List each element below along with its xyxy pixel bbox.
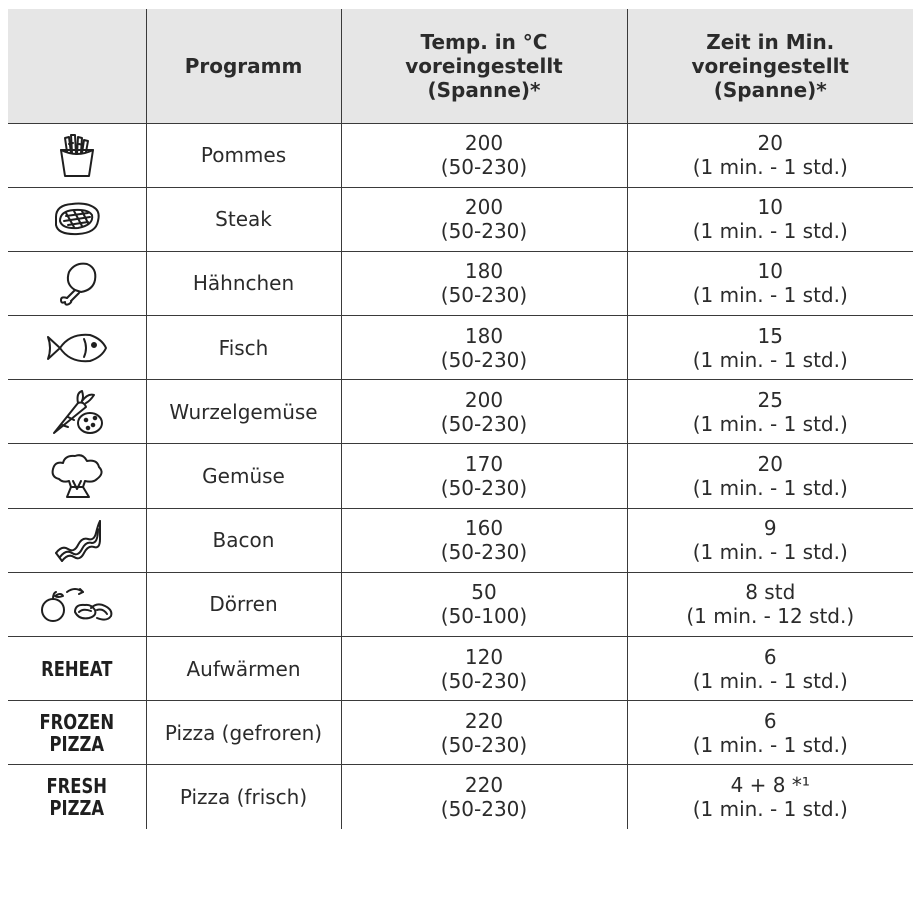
table-row — [8, 701, 913, 765]
program-cell: Bacon — [146, 508, 341, 572]
temperature-cell: 160 (50-230) — [341, 508, 627, 572]
program-cell: Wurzelgemüse — [146, 380, 341, 444]
temperature-cell: 200 (50-230) — [341, 380, 627, 444]
dehydrate-icon — [39, 584, 115, 624]
program-cell: Pommes — [146, 123, 341, 187]
temperature-cell: 120 (50-230) — [341, 637, 627, 701]
program-cell: Dörren — [146, 572, 341, 636]
program-cell: Gemüse — [146, 444, 341, 508]
temperature-cell: 220 (50-230) — [341, 701, 627, 765]
time-cell: 20 (1 min. - 1 std.) — [627, 123, 913, 187]
table-row — [8, 765, 913, 829]
bacon-icon — [52, 515, 102, 565]
program-cell: Pizza (gefroren) — [146, 701, 341, 765]
temperature-cell: 200 (50-230) — [341, 123, 627, 187]
time-cell: 9 (1 min. - 1 std.) — [627, 508, 913, 572]
table-row — [8, 187, 913, 251]
temperature-cell: 180 (50-230) — [341, 251, 627, 315]
temperature-cell: 220 (50-230) — [341, 765, 627, 829]
header-time: Zeit in Min. voreingestellt (Spanne)* — [627, 9, 913, 123]
table-header-row — [8, 9, 913, 123]
table-row — [8, 444, 913, 508]
table-row — [8, 572, 913, 636]
time-cell: 6 (1 min. - 1 std.) — [627, 637, 913, 701]
steak-icon — [52, 199, 102, 239]
time-cell: 20 (1 min. - 1 std.) — [627, 444, 913, 508]
program-cell: Pizza (frisch) — [146, 765, 341, 829]
fish-icon — [46, 331, 108, 365]
time-cell: 15 (1 min. - 1 std.) — [627, 316, 913, 380]
program-cell: Aufwärmen — [146, 637, 341, 701]
temperature-cell: 200 (50-230) — [341, 187, 627, 251]
header-temperature: Temp. in °C voreingestellt (Spanne)* — [341, 9, 627, 123]
table-row — [8, 123, 913, 187]
frozen-pizza-label-line1: FROZEN — [39, 709, 115, 734]
temperature-cell: 180 (50-230) — [341, 316, 627, 380]
table-row — [8, 637, 913, 701]
fresh-pizza-label-line1: FRESH — [46, 774, 108, 799]
reheat-label: REHEAT — [41, 656, 113, 681]
time-cell: 10 (1 min. - 1 std.) — [627, 187, 913, 251]
root-vegetables-icon — [48, 387, 106, 437]
header-icon-column — [8, 9, 146, 123]
broccoli-icon — [49, 451, 105, 501]
time-cell: 4 + 8 *¹ (1 min. - 1 std.) — [627, 765, 913, 829]
table-row — [8, 508, 913, 572]
fresh-pizza-label-line2: PIZZA — [49, 796, 105, 821]
table-row — [8, 251, 913, 315]
time-cell: 25 (1 min. - 1 std.) — [627, 380, 913, 444]
program-cell: Steak — [146, 187, 341, 251]
time-cell: 10 (1 min. - 1 std.) — [627, 251, 913, 315]
temperature-cell: 170 (50-230) — [341, 444, 627, 508]
program-cell: Hähnchen — [146, 251, 341, 315]
frozen-pizza-label-line2: PIZZA — [49, 731, 105, 756]
cooking-programs-table — [8, 9, 913, 829]
time-cell: 8 std (1 min. - 12 std.) — [627, 572, 913, 636]
chicken-leg-icon — [55, 260, 99, 306]
header-program: Programm — [146, 9, 341, 123]
time-cell: 6 (1 min. - 1 std.) — [627, 701, 913, 765]
program-cell: Fisch — [146, 316, 341, 380]
table-row — [8, 316, 913, 380]
temperature-cell: 50 (50-100) — [341, 572, 627, 636]
fries-icon — [55, 132, 99, 178]
table-row — [8, 380, 913, 444]
